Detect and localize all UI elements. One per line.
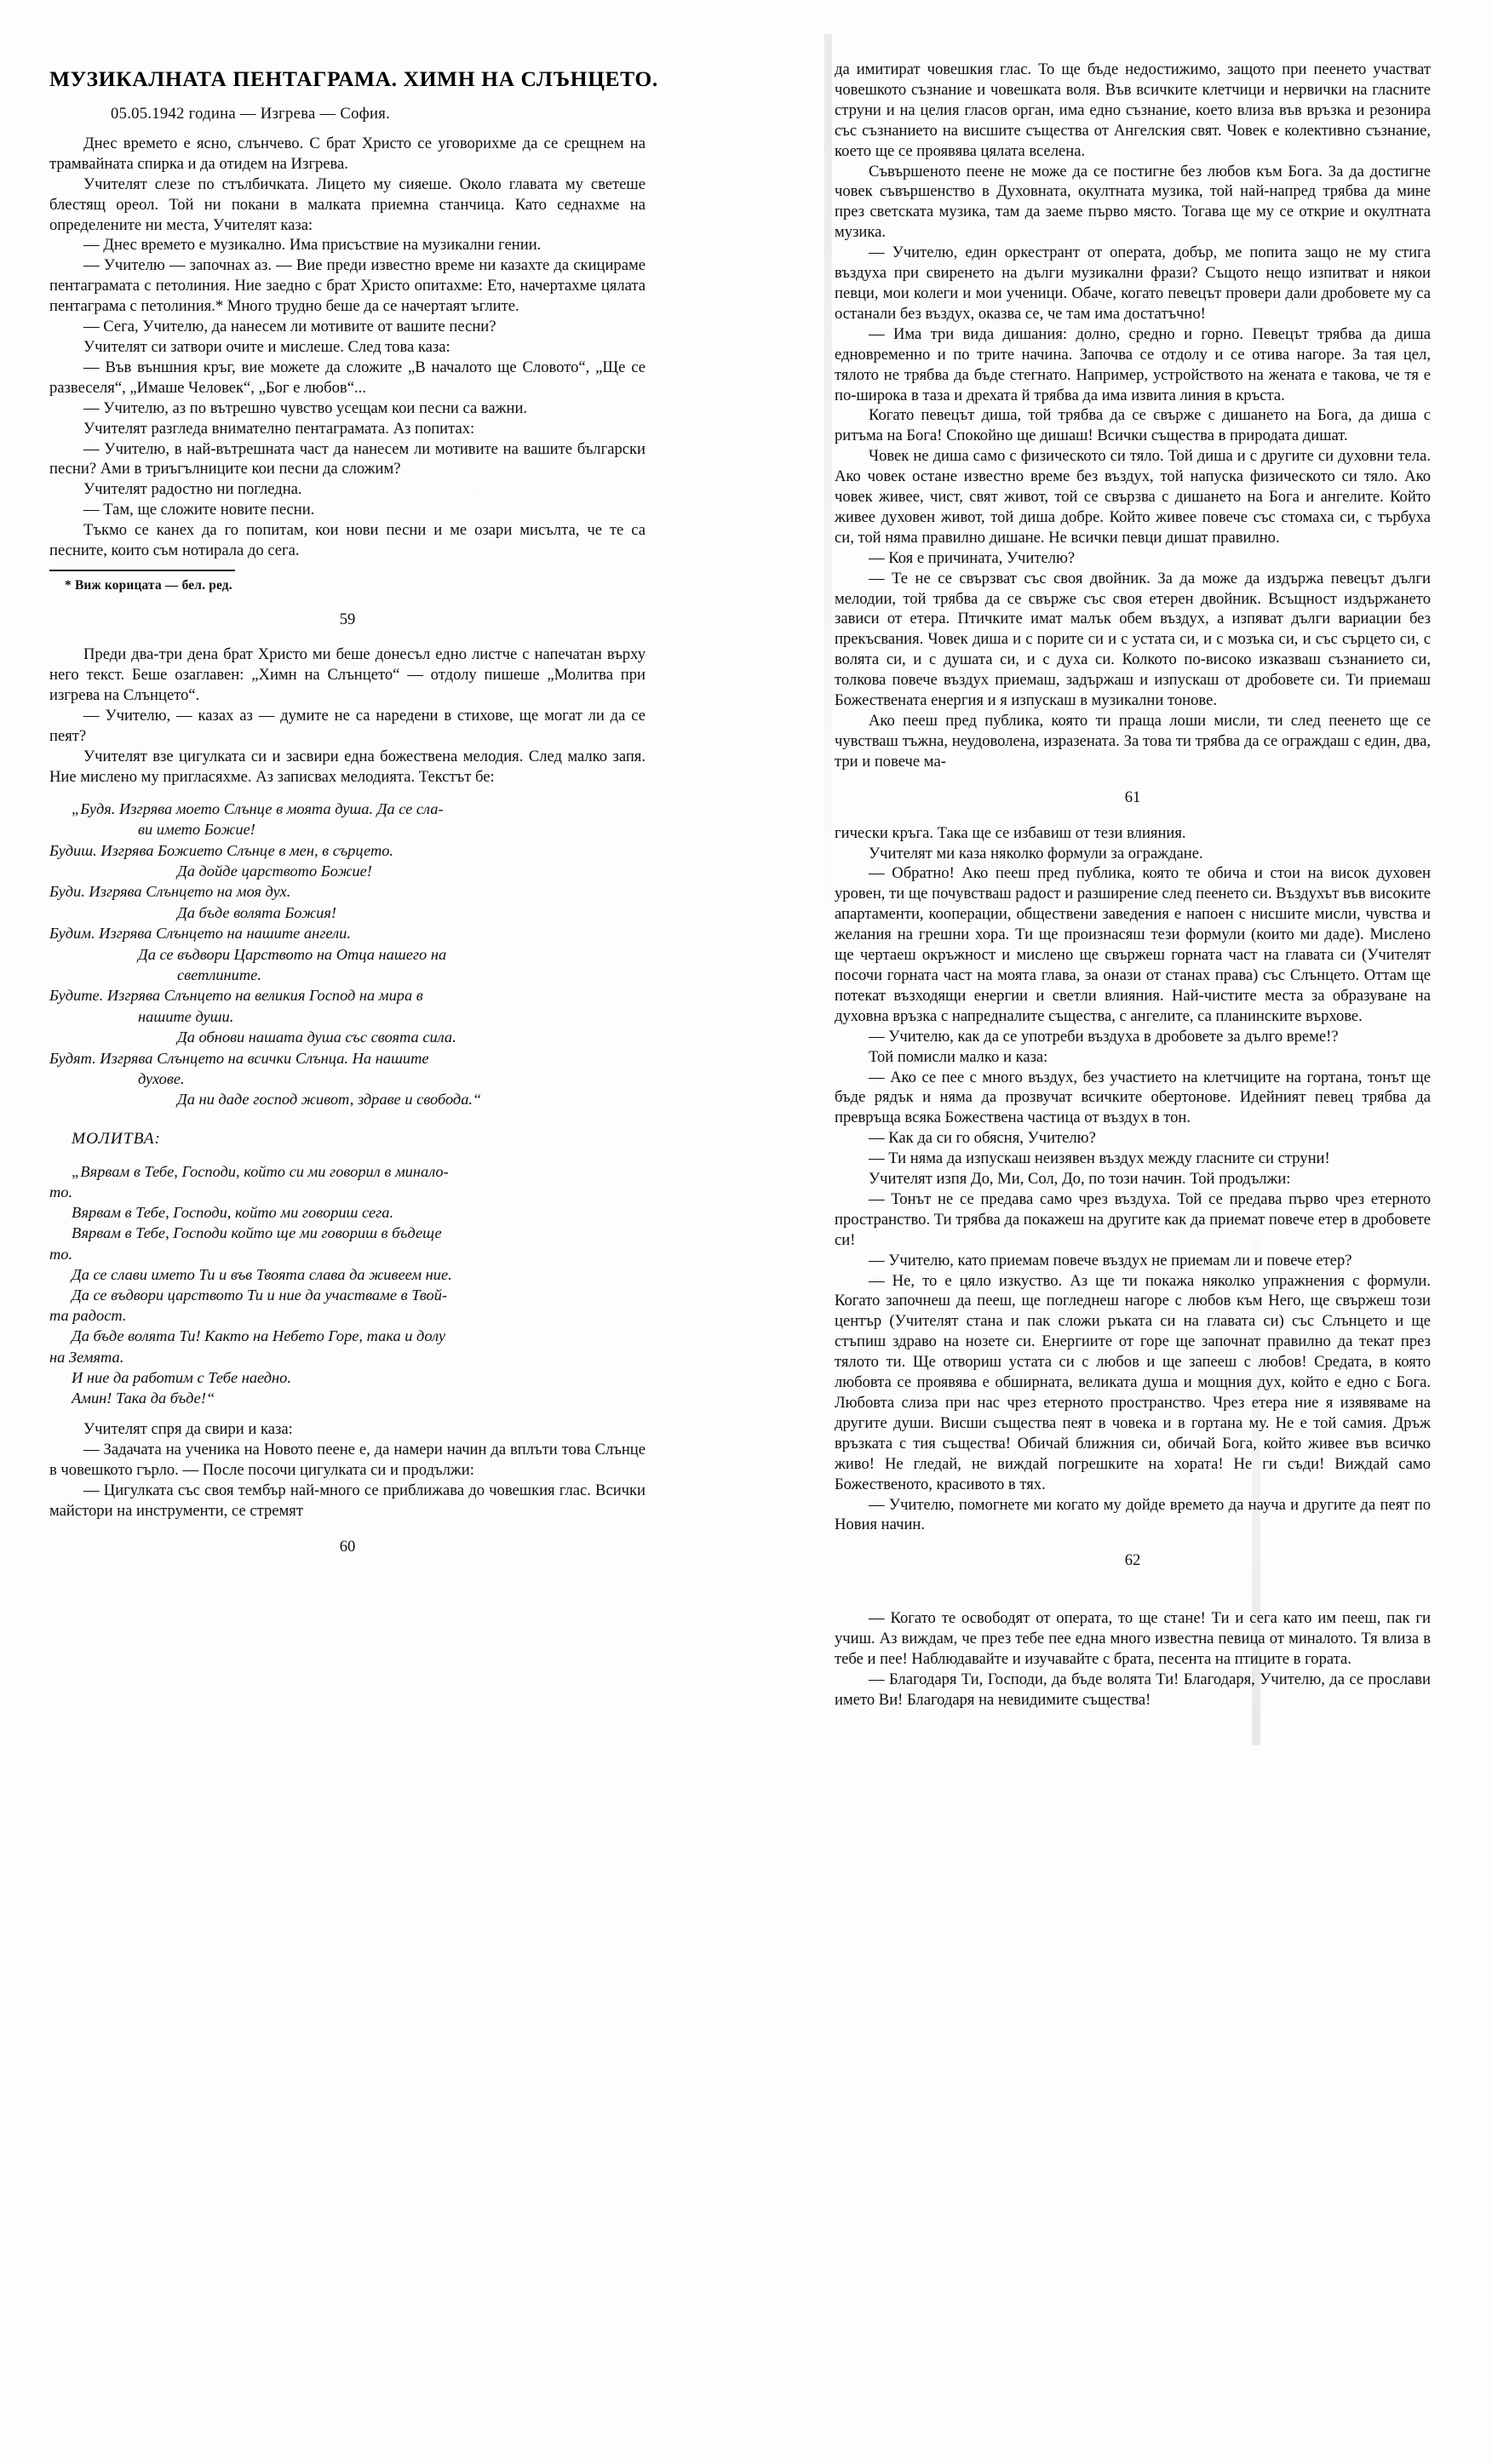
spacer [835, 1586, 1431, 1608]
paragraph: — Там, ще сложите новите песни. [83, 501, 315, 519]
paragraph: — Коя е причината, Учителю? [869, 548, 1076, 567]
hymn-line: „Будя. Изгрява моето Слънце в моята душа. Да се сла- [72, 799, 444, 817]
paragraph: — Задачата на ученика на Новото пеене е, да намери начин да вплъти това Слънце в човешкото гърло. — После посочи цигулката си и продължи: [49, 1441, 646, 1480]
paragraph: — Учителю, помогнете ми когато му дойде времето да науча и другите да пеят по Новия начин. [835, 1495, 1431, 1534]
footnote-rule [49, 570, 235, 571]
hymn-line: светлините. [177, 966, 261, 984]
prayer-line: И ние да работим с Тебе наедно. [72, 1368, 291, 1386]
prayer-line: „Вярвам в Тебе, Господи, който си ми говорил в минало- [72, 1162, 449, 1180]
paragraph: — Учителю, как да се употреби въздуха в дробовете за дълго време!? [869, 1027, 1339, 1046]
paragraph: Той помисли малко и каза: [869, 1047, 1048, 1066]
paragraph: — Учителю, аз по вътрешно чувство усещам кои песни са важни. [83, 398, 528, 417]
paragraph: — Те не се свързват със своя двойник. За да може да издържа певецът дълги мелодии, той трябва да се свърже със своя етерен двойник. Всъщност издържането зависи от етера. Птичките имат малък обем въздух, а изпяват дълги вариации без прекъсвания. Човек диша и с порите си и с устата си, и с мозъка си, и със сърцето си, с волята си, и с душата си, и с духа си. Колкото по-високо изказваш съзнанието си, толкова повече въздух приемаш, задържаш и изпускаш от дробовете си. Ти приемаш Божествената енергия и я изпускаш в музикални тонове. [835, 569, 1431, 710]
paragraph: да имитират човешкия глас. То ще бъде недостижимо, защото при пеенето участват човешкото съзнание и човешката воля. Във всичките клетчици и нервички на гласните струни и на целия гласов орган, има едно съзнание, което влиза във връзка и резонира със съзнанието на висшите същества от Ангелския свят. Човек е колективно съзнание, което ще се проявява цялата вселена. [835, 60, 1431, 160]
paragraph: Тъкмо се канех да го попитам, кои нови песни и ме озари мисълта, че те са песните, които съм нотирала до сега. [49, 521, 646, 560]
paragraph: — Ти няма да изпускаш неизявен въздух между гласните си струни! [869, 1149, 1330, 1168]
prayer-line: Вярвам в Тебе, Господи, който ми говориш сега. [72, 1204, 394, 1222]
hymn-line: Будите. Изгрява Слънцето на великия Господ на мира в [49, 987, 423, 1005]
paragraph: Учителят ми каза няколко формули за ограждане. [869, 844, 1203, 862]
paragraph: — Обратно! Ако пееш пред публика, която те обича и стои на висок духовен уровен, ти ще почувстваш радост и разширение след пеенето си. Въздухът във високите апартаменти, кооперации, обществени заведения е напоен с нисшите мисли, чувства и желания на грешни хора. Ти ще произнасяш тези формули (които ми даде). Мислено ще чертаеш окръжност и мислено ще свържеш горната част на главата си (Учителят посочи горната част на моята глава, за онази от станах права) със Слънцето. Оттам ще потекат възходящи енергии и светли влияния. Най-чистите места за образуване на духовна връзка с напредналите същества, с ангелите, са планинските върхове. [835, 864, 1431, 1025]
hymn-line: Буди. Изгрява Слънцето на моя дух. [49, 883, 291, 901]
hymn-line: Будиш. Изгрява Божието Слънце в мен, в сърцето. [49, 841, 394, 859]
hymn-line: ви името Божие! [138, 821, 255, 839]
hymn-line: нашите души. [138, 1007, 234, 1025]
prayer-line: на Земята. [49, 1348, 124, 1366]
dateline: 05.05.1942 година — Изгрева — София. [111, 105, 391, 123]
hymn-line: Да обнови нашата душа със своята сила. [177, 1029, 456, 1046]
prayer-line: Да се въдвори царството Ти и ние да участваме в Твой- [72, 1286, 448, 1304]
paragraph: Учителят взе цигулката си и засвири една божествена мелодия. След малко запя. Ние мислено му пригласяхме. Аз записвах мелодията. Текстът бе: [49, 747, 646, 786]
paragraph: — Сега, Учителю, да нанесем ли мотивите от вашите песни? [83, 318, 496, 336]
paragraph: — Цигулката със своя тембър най-много се приближава до човешкия глас. Всички майстори на инструменти, се стремят [49, 1481, 646, 1520]
column-left [49, 104, 646, 1573]
hymn-text [49, 799, 646, 1110]
paragraph: Съвършеното пеене не може да се постигне без любов към Бога. За да достигне човек съвършенство в Духовната, окултната музика, той най-напред трябва да мине през светската музика, там да заеме първо място. Тогава ще му се открие и окултната музика. [835, 162, 1431, 242]
paragraph: — Има три вида дишания: долно, средно и горно. Певецът трябва да диша едновременно и по трите начина. Започва се отдолу и се отива нагоре. За тая цел, тялото не трябва да бъде стегнато. Например, устройството на жената е такова, че тя е по-широка в таза и дрехата й трябва да има извита линия в кръста. [835, 324, 1431, 404]
paragraph: — Как да си го обясня, Учителю? [869, 1129, 1096, 1148]
prayer-line: Амин! Така да бъде!“ [72, 1390, 215, 1407]
hymn-line: Да дойде царството Божие! [177, 862, 372, 880]
page-number-59: 59 [339, 610, 356, 628]
hymn-line: Да бъде волята Божия! [177, 903, 337, 921]
paragraph: — Днес времето е музикално. Има присъствие на музикални гении. [83, 236, 542, 255]
hymn-line: Да се въдвори Царството на Отца нашего на [138, 945, 447, 963]
paragraph: — Учителю, като приемам повече въздух не приемам ли и повече етер? [869, 1251, 1352, 1269]
spacer [49, 788, 646, 799]
page-number-60: 60 [339, 1537, 356, 1556]
paragraph: Учителят спря да свири и каза: [83, 1420, 293, 1439]
paragraph: Учителят радостно ни погледна. [83, 480, 302, 499]
scan-edge-smudge-left [824, 34, 832, 903]
paragraph: Ако пееш пред публика, която ти праща лоши мисли, ти след пеенето ще се чувстваш тъжна, неудоволена, изразената. За това ти трябва да се ограждаш с един, два, три и повече ма- [835, 712, 1431, 771]
paragraph: — Благодаря Ти, Господи, да бъде волята Ти! Благодаря, Учителю, да се прослави името Ви! Благодаря на невидимите същества! [835, 1670, 1431, 1709]
page-number-62: 62 [1124, 1551, 1141, 1570]
prayer-line: то. [49, 1183, 73, 1200]
paragraph: Преди два-три дена брат Христо ми беше донесъл едно листче с напечатан върху него текст. Беше озаглавен: „Химн на Слънцето“ — отдолу пишеше „Молитва при изгрева на Слънцето“. [49, 645, 646, 705]
prayer-line: Да се слави името Ти и във Твоята слава да живеем ние. [72, 1265, 452, 1283]
paragraph: Учителят слезе по стълбичката. Лицето му сияеше. Около главата му светеше блестящ ореол. Той ни покани в малката приемна станчица. Като седнахме на определените ни места, Учителят каза: [49, 175, 646, 234]
paragraph: Учителят изпя До, Ми, Сол, До, по този начин. Той продължи: [869, 1170, 1291, 1189]
paragraph: — Във външния кръг, вие можете да сложите „В началото ще Словото“, „Ще се развеселя“, „Имаше Человек“, „Бог е любов“... [49, 358, 646, 397]
paragraph: — Когато те освободят от операта, то ще стане! Ти и сега като им пееш, пак ги учиш. Аз виждам, че през тебе пее една много известна певица от миналото. Тя влиза в тебе и пее! Наблюдавайте и изучавайте с брата, песента на птиците в гората. [835, 1609, 1431, 1669]
prayer-line: Да бъде волята Ти! Както на Небето Горе, така и долу [72, 1327, 446, 1345]
page-number-61: 61 [1124, 788, 1141, 806]
paragraph: гически кръга. Така ще се избавиш от тези влияния. [835, 823, 1186, 842]
paragraph: Учителят разгледа внимателно пентаграмата. Аз попитах: [83, 419, 475, 438]
paragraph: — Не, то е цяло изкуство. Аз ще ти покажа няколко упражнения с формули. Когато започнеш да пееш, ще погледнеш нагоре с любов към Него, ще свържеш този център (Учителят стана и пак сложи ръката си на главата си) със Слънцето и ще стъпиш здраво на нозете си. Енергиите от горе ще започнат правилно да текат през тялото ти. Ще отвориш устата си с любов и ще запееш с любов! Средата, в която любовта се проявява е обширната, великата душа и мощния дух, който е едно с Бога. Любовта слиза при нас чрез етерното пространство. Чрез етера ние я изявяваме на другите души. Висши същества пеят в човека и в гортана му. Не е той самия. Дръж връзката с тия същества! Обичай ближния си, обичай Бога, който живее във всичко живо! Не гледай, не виждай погрешките на хората! Не ги съди! Виждай само Божественото, красивото в тях. [835, 1271, 1431, 1493]
prayer-line: то. [49, 1245, 73, 1263]
spacer [49, 1408, 646, 1419]
paragraph: — Ако се пее с много въздух, без участието на клетчиците на гортана, тонът ще бъде рядък и няма да прозвучат всичките обертонове. Идейният певец трябва да превръща всяка Божествена частица от въздух в тон. [835, 1068, 1431, 1127]
prayer-line: та радост. [49, 1307, 127, 1325]
hymn-line: Будим. Изгрява Слънцето на нашите ангели. [49, 925, 351, 943]
paragraph: Когато певецът диша, той трябва да се свърже с дишането на Бога, да диша с ритъма на Бога! Спокойно ще дишаш! Всички същества в природата дишат. [835, 406, 1431, 445]
paragraph: — Учителю — започнах аз. — Вие преди известно време ни казахте да скицираме пентаграмата с петолиния. Ние заедно с брат Христо опитахме: Ето, начертахме цялата пентаграма с петолиния.* Много трудно беше да се начертаят ъглите. [49, 256, 646, 316]
paragraph: — Тонът не се предава само чрез въздуха. Той се предава първо чрез етерното пространство. Ти трябва да покажеш на другите как да приемат повече етер в дробовете си! [835, 1189, 1431, 1249]
prayer-line: Вярвам в Тебе, Господи който ще ми говориш в бъдеще [72, 1224, 442, 1242]
hymn-line: Да ни даде господ живот, здраве и свобода.“ [177, 1091, 482, 1109]
prayer-heading: МОЛИТВА: [72, 1129, 161, 1148]
hymn-line: духове. [138, 1070, 185, 1088]
footnote-text: * Виж корицата — бел. ред. [65, 577, 232, 593]
paragraph: Човек не диша само с физическото си тяло. Той диша и с другите си духовни тела. Ако човек остане известно време без въздух, той напуска физическото си тяло. Ако човек живее, чист, свят живот, той се свързва с дишането на Бога и ангелите. Който живее духовен живот, той диша добре. Който живее повече със стомаха си, с търбуха си, той няма правилно дишане. Не всички певци дишат правилно. [835, 447, 1431, 547]
paragraph: — Учителю, един оркестрант от операта, добър, ме попита защо не му стига въздуха при свиренето на дълги музикални фрази? Същото нещо изпитват и някои певци, мои колеги и мои ученици. Обаче, когато певецът провери дали дробовете му са останали без въздух, оказва се, че там има достатъчно! [835, 244, 1431, 323]
hymn-line: Будят. Изгрява Слънцето на всички Слънца. На нашите [49, 1049, 429, 1067]
paragraph: — Учителю, — казах аз — думите не са наредени в стихове, ще могат ли да се пеят? [49, 707, 646, 746]
prayer-text [49, 1161, 646, 1408]
column-right [835, 60, 1431, 1710]
paragraph: — Учителю, в най-вътрешната част да нанесем ли мотивите на вашите български песни? Ами в триъгълниците кои песни да сложим? [49, 439, 646, 478]
page-title: МУЗИКАЛНАТА ПЕНТАГРАМА. ХИМН НА СЛЪНЦЕТО. [49, 66, 658, 91]
paragraph: Днес времето е ясно, слънчево. С брат Христо се уговорихме да се срещнем на трамвайната спирка и да отидем на Изгрева. [49, 134, 646, 173]
paragraph: Учителят си затвори очите и мислеше. След това каза: [83, 337, 450, 356]
